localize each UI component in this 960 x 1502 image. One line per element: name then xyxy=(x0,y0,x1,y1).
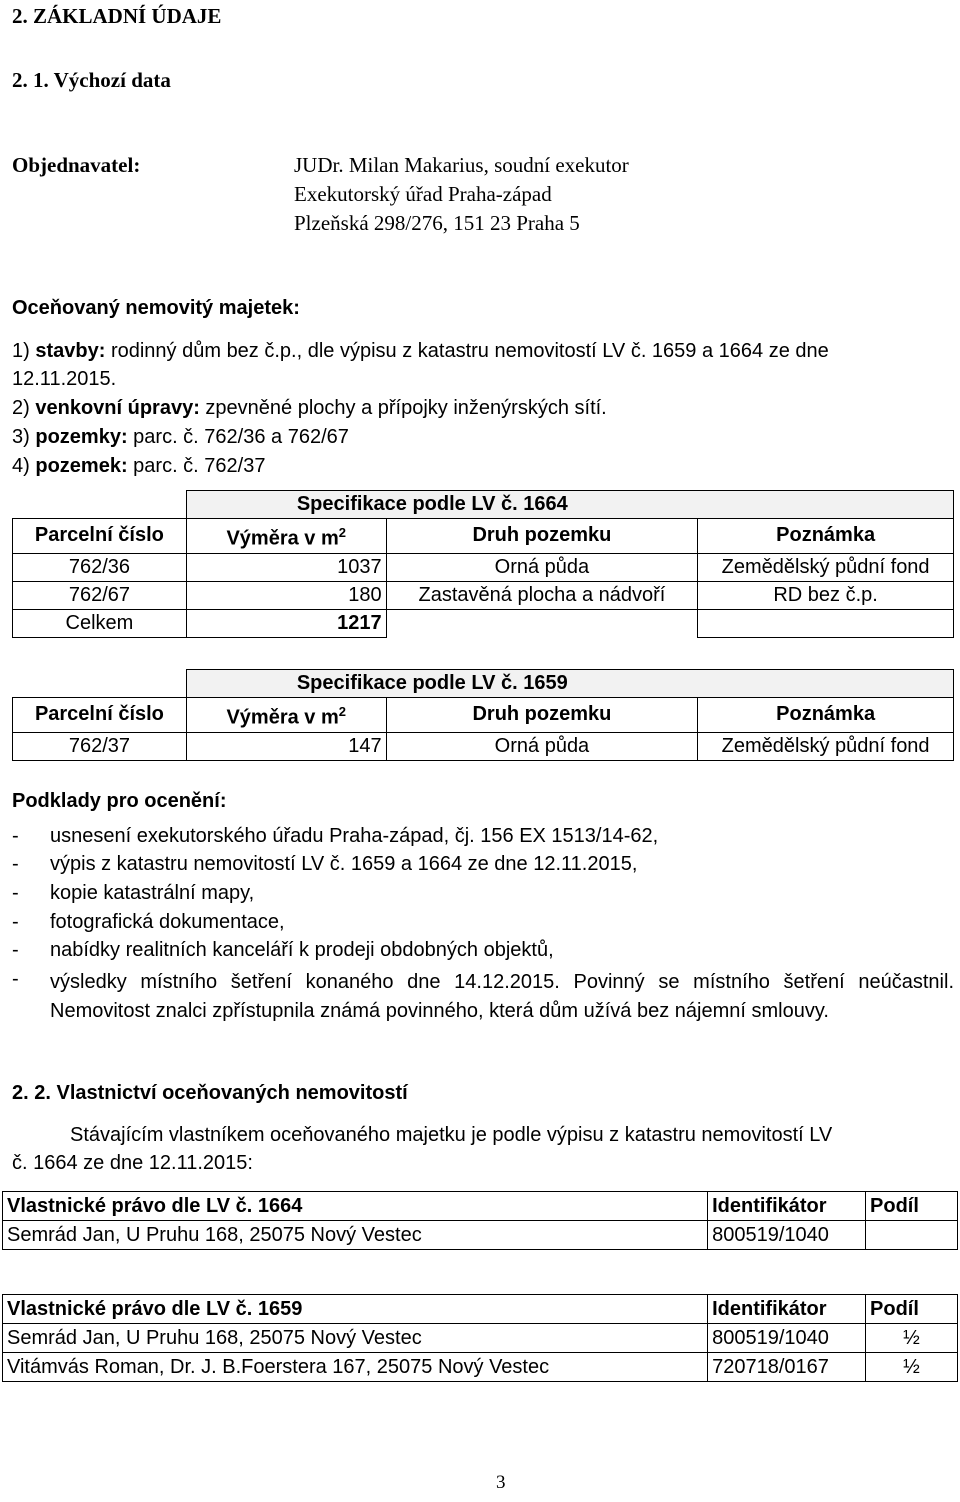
col-header: Poznámka xyxy=(698,519,954,554)
cell: 147 xyxy=(186,732,386,760)
property-item-1-cont: 12.11.2015. xyxy=(12,368,117,390)
item-number: 1) xyxy=(12,340,30,362)
cell: Vitámvás Roman, Dr. J. B.Foerstera 167, 25075 Nový Vestec xyxy=(3,1353,708,1382)
list-item: usnesení exekutorského úřadu Praha-západ, čj. 156 EX 1513/14-62, xyxy=(50,825,659,847)
col-header: Poznámka xyxy=(698,698,954,733)
list-item: výpis z katastru nemovitostí LV č. 1659 a 1664 ze dne 12.11.2015, xyxy=(50,853,638,875)
col-header: Vlastnické právo dle LV č. 1664 xyxy=(3,1192,708,1221)
list-item: fotografická dokumentace, xyxy=(50,911,285,933)
item-text: zpevněné plochy a přípojky inženýrských sítí. xyxy=(199,397,607,419)
ownership-table-1664 xyxy=(2,1191,958,1250)
col-header: Parcelní číslo xyxy=(13,519,187,554)
list-item: kopie katastrální mapy, xyxy=(50,882,255,904)
spec-table-1664 xyxy=(12,490,954,638)
cell: 180 xyxy=(186,581,386,609)
property-label: Oceňovaný nemovitý majetek: xyxy=(12,297,300,319)
cell: 762/36 xyxy=(13,553,187,581)
table-row xyxy=(3,1324,958,1353)
page-number: 3 xyxy=(496,1472,506,1493)
cell: Orná půda xyxy=(386,553,698,581)
col-header: Výměra v $m^2$ xyxy=(186,519,386,554)
cell: 800519/1040 xyxy=(708,1221,866,1250)
cell: ½ xyxy=(866,1324,958,1353)
cell: Zemědělský půdní fond xyxy=(698,732,954,760)
property-item-3 xyxy=(12,426,349,449)
client-label: Objednavatel: xyxy=(12,153,141,177)
cell: 1037 xyxy=(186,553,386,581)
col-header: Parcelní číslo xyxy=(13,698,187,733)
cell: ½ xyxy=(866,1353,958,1382)
sub-heading: 2. 1. Výchozí data xyxy=(12,68,171,92)
cell: Semrád Jan, U Pruhu 168, 25075 Nový Vestec xyxy=(3,1221,708,1250)
item-bold: venkovní úpravy: xyxy=(35,397,200,419)
table-row xyxy=(13,581,954,609)
property-item-2 xyxy=(12,397,607,420)
table-row xyxy=(13,732,954,760)
basis-dash: - xyxy=(12,853,19,875)
cell: Zastavěná plocha a nádvoří xyxy=(386,581,698,609)
cell: 762/37 xyxy=(13,732,187,760)
total-label: Celkem xyxy=(13,609,187,637)
ownership-heading: 2. 2. Vlastnictví oceňovaných nemovitostí xyxy=(12,1082,408,1104)
client-line: JUDr. Milan Makarius, soudní exekutor xyxy=(294,153,629,177)
col-header: Druh pozemku xyxy=(386,519,698,554)
cell: RD bez č.p. xyxy=(698,581,954,609)
item-text: rodinný dům bez č.p., dle výpisu z katastru nemovitostí LV č. 1659 a 1664 ze dne xyxy=(105,340,829,362)
col-header: Identifikátor xyxy=(708,1295,866,1324)
cell: 720718/0167 xyxy=(708,1353,866,1382)
cell xyxy=(866,1221,958,1250)
list-item: nabídky realitních kanceláří k prodeji obdobných objektů, xyxy=(50,939,554,961)
table-row xyxy=(13,553,954,581)
table-row xyxy=(3,1353,958,1382)
client-line: Plzeňská 298/276, 151 23 Praha 5 xyxy=(294,211,580,235)
section-heading: 2. ZÁKLADNÍ ÚDAJE xyxy=(12,4,222,28)
col-header: Podíl xyxy=(866,1192,958,1221)
col-header: Výměra v $m^2$ xyxy=(186,698,386,733)
spec-title: Specifikace podle LV č. 1664 xyxy=(186,491,953,519)
col-header: Vlastnické právo dle LV č. 1659 xyxy=(3,1295,708,1324)
item-bold: stavby: xyxy=(35,340,106,362)
item-bold: pozemky: xyxy=(35,426,128,448)
spec-table-1659 xyxy=(12,669,954,761)
property-item-4 xyxy=(12,455,265,478)
cell: 800519/1040 xyxy=(708,1324,866,1353)
item-text: parc. č. 762/37 xyxy=(127,455,266,477)
cell: Zemědělský půdní fond xyxy=(698,553,954,581)
item-number: 4) xyxy=(12,455,30,477)
cell: 762/67 xyxy=(13,581,187,609)
spec-title: Specifikace podle LV č. 1659 xyxy=(186,670,953,698)
ownership-para-line2: č. 1664 ze dne 12.11.2015: xyxy=(12,1152,253,1174)
property-item-1 xyxy=(12,340,829,363)
table-row xyxy=(3,1221,958,1250)
basis-dash: - xyxy=(12,825,19,847)
cell: Orná půda xyxy=(386,732,698,760)
basis-dash: - xyxy=(12,939,19,961)
total-row xyxy=(13,609,954,637)
cell: Semrád Jan, U Pruhu 168, 25075 Nový Vestec xyxy=(3,1324,708,1353)
col-header: Identifikátor xyxy=(708,1192,866,1221)
ownership-table-1659 xyxy=(2,1294,958,1382)
col-header: Druh pozemku xyxy=(386,698,698,733)
list-item: výsledky místního šetření konaného dne 14.12.2015. Povinný se místního šetření neúčastnil. Nemovitost znalci zpřístupnila známá povinného, která dům užívá bez nájemní smlouvy. xyxy=(50,971,954,1022)
ownership-para-line1: Stávajícím vlastníkem oceňovaného majetku je podle výpisu z katastru nemovitostí LV xyxy=(70,1124,833,1146)
client-line: Exekutorský úřad Praha-západ xyxy=(294,182,552,206)
item-number: 3) xyxy=(12,426,30,448)
basis-heading: Podklady pro ocenění: xyxy=(12,790,227,812)
total-value: 1217 xyxy=(186,609,386,637)
basis-dash: - xyxy=(12,911,19,933)
col-header: Podíl xyxy=(866,1295,958,1324)
basis-dash: - xyxy=(12,968,19,990)
item-bold: pozemek: xyxy=(35,455,128,477)
item-number: 2) xyxy=(12,397,30,419)
item-text: parc. č. 762/36 a 762/67 xyxy=(127,426,349,448)
basis-dash: - xyxy=(12,882,19,904)
